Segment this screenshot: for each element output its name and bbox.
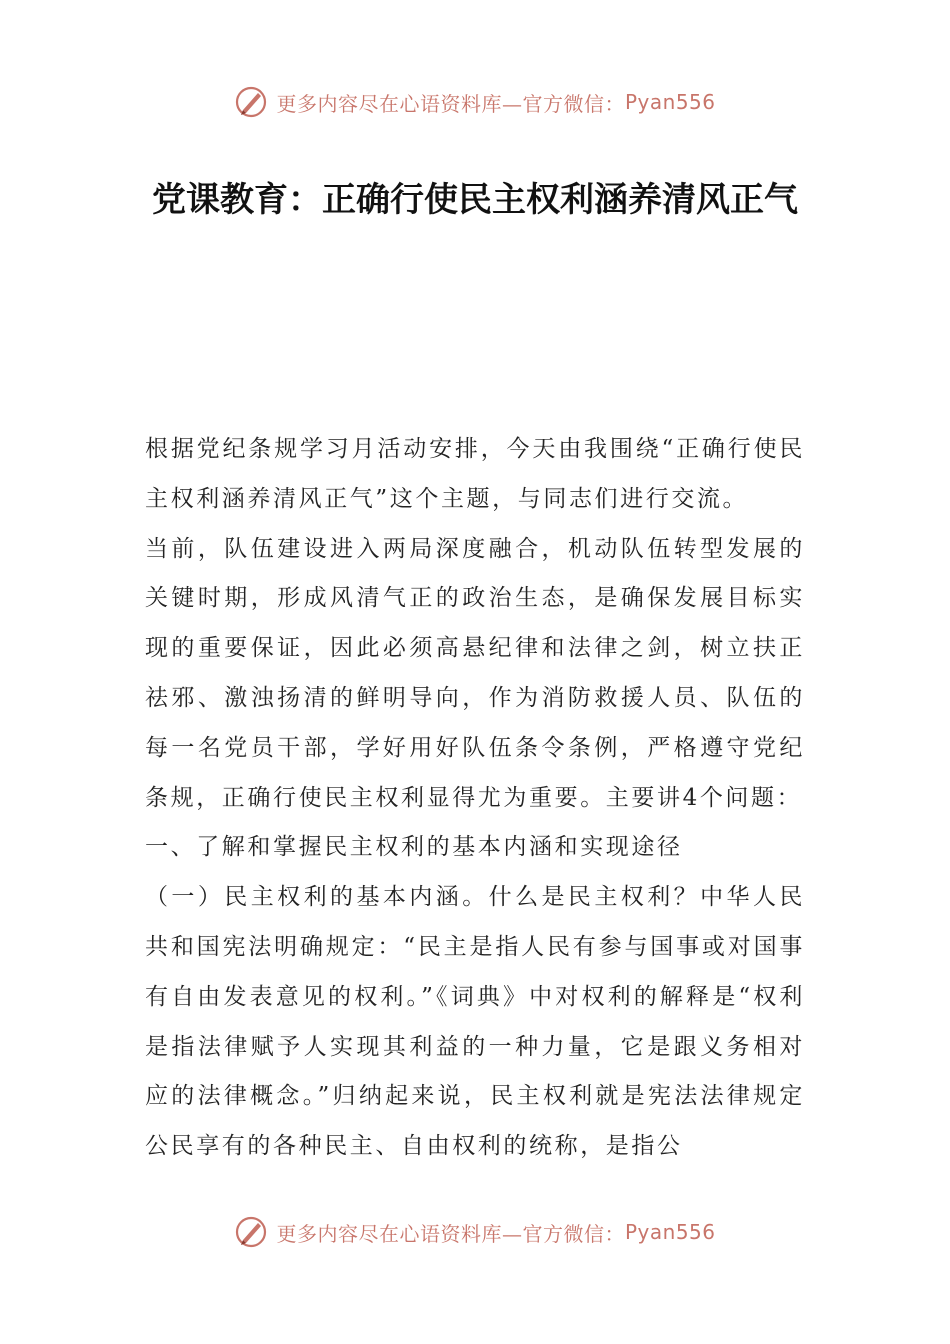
paragraph-background: 当前，队伍建设进入两局深度融合，机动队伍转型发展的关键时期，形成风清气正的政治生态，是确保发展目标实现的重要保证，因此必须高悬纪律和法律之剑，树立扶正祛邪、激浊扬清的鲜明导向，作为消防救援人员、队伍的每一名党员干部，学好用好队伍条令条例，严格遵守党纪条规，正确行使民主权利显得尤为重要。主要讲4个问题： <box>145 535 805 811</box>
header-watermark <box>0 82 950 122</box>
page-title: 党课教育：正确行使民主权利涵养清风正气 <box>152 180 798 220</box>
document-body <box>145 425 805 1172</box>
pen-circle-icon <box>234 85 268 119</box>
watermark-wechat-id: Pyan556 <box>624 90 716 114</box>
paragraph-intro: 根据党纪条规学习月活动安排，今天由我围绕“正确行使民主权利涵养清风正气”这个主题，与同志们进行交流。 <box>145 436 805 512</box>
footer-watermark <box>0 1212 950 1252</box>
pen-circle-icon <box>234 1215 268 1249</box>
section-heading-1: 一、了解和掌握民主权利的基本内涵和实现途径 <box>145 834 683 861</box>
watermark-cn-text: 更多内容尽在心语资料库—官方微信： <box>276 91 625 116</box>
paragraph-definition: （一）民主权利的基本内涵。什么是民主权利？中华人民共和国宪法明确规定：“民主是指人民有参与国事或对国事有自由发表意见的权利。”《词典》中对权利的解释是“权利是指法律赋予人实现其利益的一种力量，它是跟义务相对应的法律概念。”归纳起来说，民主权利就是宪法法律规定公民享有的各种民主、自由权利的统称，是指公 <box>145 884 805 1160</box>
watermark-wechat-id: Pyan556 <box>624 1220 716 1244</box>
watermark-cn-text: 更多内容尽在心语资料库—官方微信： <box>276 1221 625 1246</box>
